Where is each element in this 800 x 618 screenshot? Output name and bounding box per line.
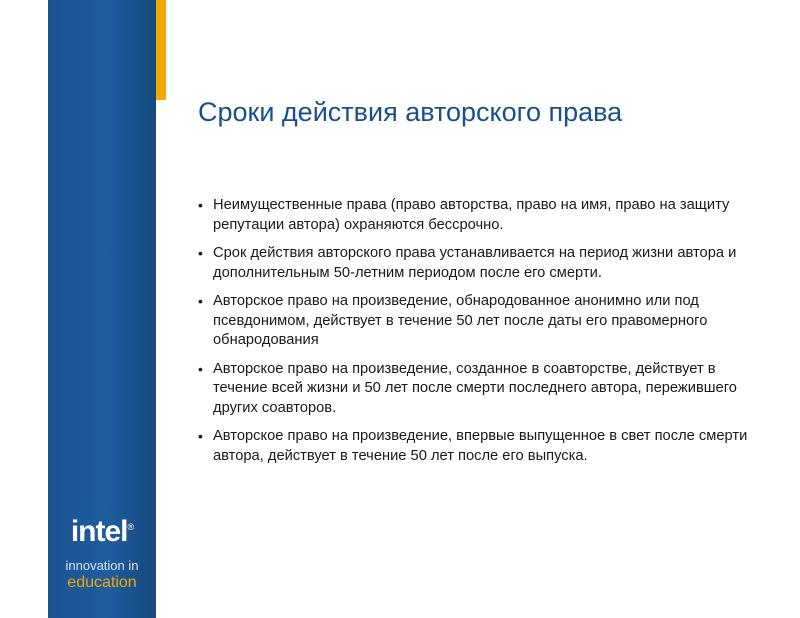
bullet-icon: • — [198, 245, 203, 262]
logo-tagline-line1: innovation in — [65, 557, 139, 573]
bullet-icon: • — [198, 293, 203, 310]
intel-wordmark-text: intel — [70, 514, 128, 548]
list-item-text: Авторское право на произведение, обнародованное анонимно или под псевдонимом, действует в течение 50 лет после даты его правомерного обнародования — [213, 293, 708, 349]
bullet-icon: • — [198, 197, 203, 213]
list-item-text: Авторское право на произведение, впервые выпущенное в свет после смерти автора, действует в течение 50 лет после его выпуска. — [213, 428, 748, 465]
intel-wordmark — [70, 514, 134, 548]
list-item-text: Авторское право на произведение, созданное в соавторстве, действует в течение всей жизни и 50 лет после смерти последнего автора, пережившего других соавторов. — [213, 360, 737, 416]
white-accent-bar — [156, 100, 166, 618]
list-item — [196, 360, 772, 419]
gold-accent-bar — [156, 0, 166, 100]
list-item-text: Неимущественные права (право авторства, право на имя, право на защиту репутации автора) охраняются бессрочно. — [213, 197, 730, 233]
intel-logo — [48, 514, 156, 592]
bullet-icon: • — [198, 428, 203, 445]
logo-tagline-line2: education — [67, 573, 137, 591]
list-item-text: Срок действия авторского права устанавливается на период жизни автора и дополнительным 50-летним периодом после его смерти. — [213, 245, 737, 281]
list-item — [196, 244, 772, 283]
slide-title: Сроки действия авторского права — [198, 97, 623, 127]
registered-trademark-icon: ® — [127, 521, 134, 532]
list-item — [196, 427, 772, 466]
list-item — [196, 196, 772, 235]
list-item — [196, 292, 772, 351]
bullet-list — [196, 196, 772, 476]
bullet-icon: • — [198, 360, 203, 377]
